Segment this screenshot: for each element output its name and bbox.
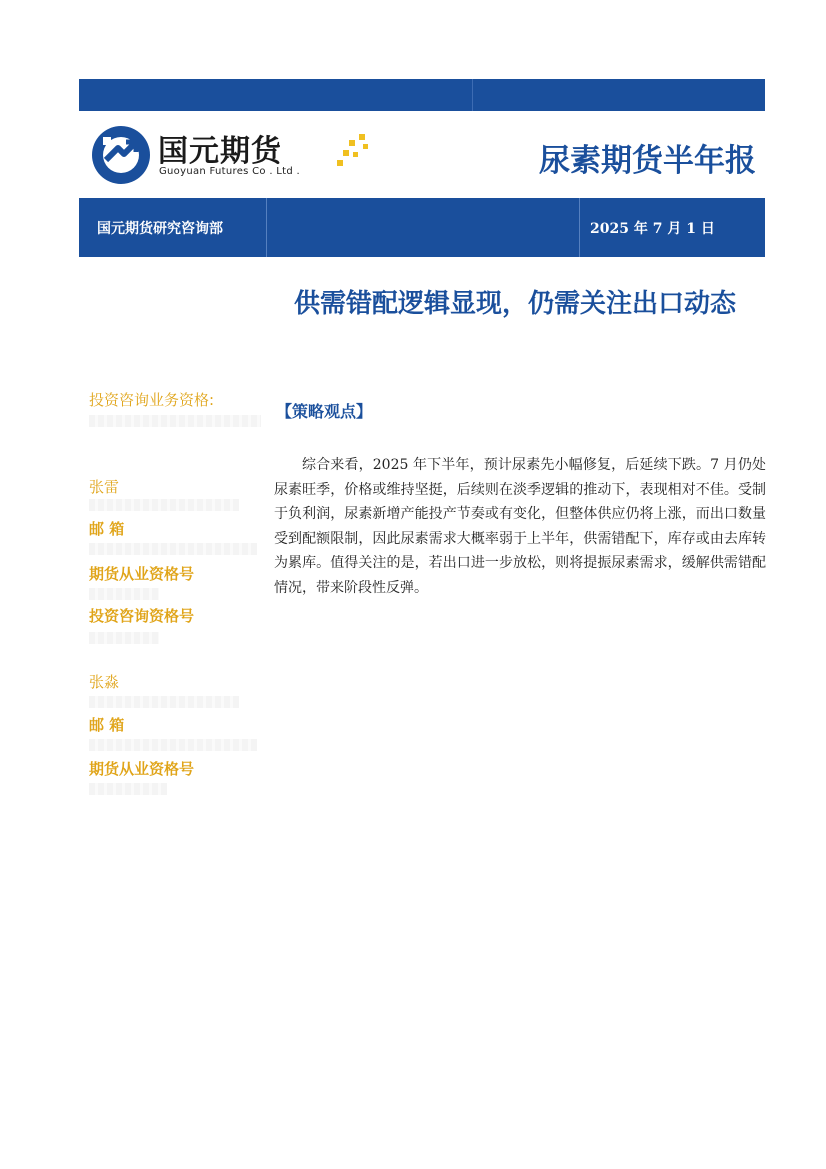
email-label: 邮 箱 [89,716,125,734]
section-heading: 【策略观点】 [276,402,373,421]
company-logo [90,124,380,188]
department-label: 国元期货研究咨询部 [97,221,223,237]
redacted-text [89,588,159,600]
logo-decoration-icon [335,130,375,170]
header-divider [472,79,473,111]
qualification-label: 投资咨询业务资格: [89,391,215,409]
guoyuan-logo-icon [90,124,152,186]
redacted-text [89,632,159,644]
futures-cert-label: 期货从业资格号 [89,760,195,778]
analyst-name: 张淼 [89,673,120,691]
report-title: 供需错配逻辑显现，仍需关注出口动态 [293,289,736,319]
report-date: 2025 年 7 月 1 日 [590,221,715,237]
redacted-text [89,783,167,795]
strategy-paragraph: 综合来看，2025 年下半年，预计尿素先小幅修复，后延续下跌。7 月仍处尿素旺季，价格或维持坚挺，后续则在淡季逻辑的推动下，表现相对不佳。受制于负利润，尿素新增产能投产节奏或有变化，但整体供应仍将上涨，而出口数量受到配额限制，因此尿素需求大概率弱于上半年，供需错配下，库存或由去库转为累库。值得关注的是，若出口进一步放松，则将提振尿素需求，缓解供需错配情况，带来阶段性反弹。 [274,457,766,596]
company-name-cn: 国元期货 [158,134,282,169]
info-bar-divider [579,198,580,257]
redacted-text [89,415,261,427]
redacted-text [89,543,257,555]
report-type-title: 尿素期货半年报 [539,143,756,179]
header-top-bar [79,79,765,111]
info-bar-divider [266,198,267,257]
redacted-text [89,696,239,708]
redacted-text [89,739,257,751]
analyst-name: 张雷 [89,478,120,496]
company-name-en: Guoyuan Futures Co . Ltd . [159,166,300,177]
email-label: 邮 箱 [89,520,125,538]
invest-cert-label: 投资咨询资格号 [89,607,195,625]
futures-cert-label: 期货从业资格号 [89,565,195,583]
redacted-text [89,499,239,511]
